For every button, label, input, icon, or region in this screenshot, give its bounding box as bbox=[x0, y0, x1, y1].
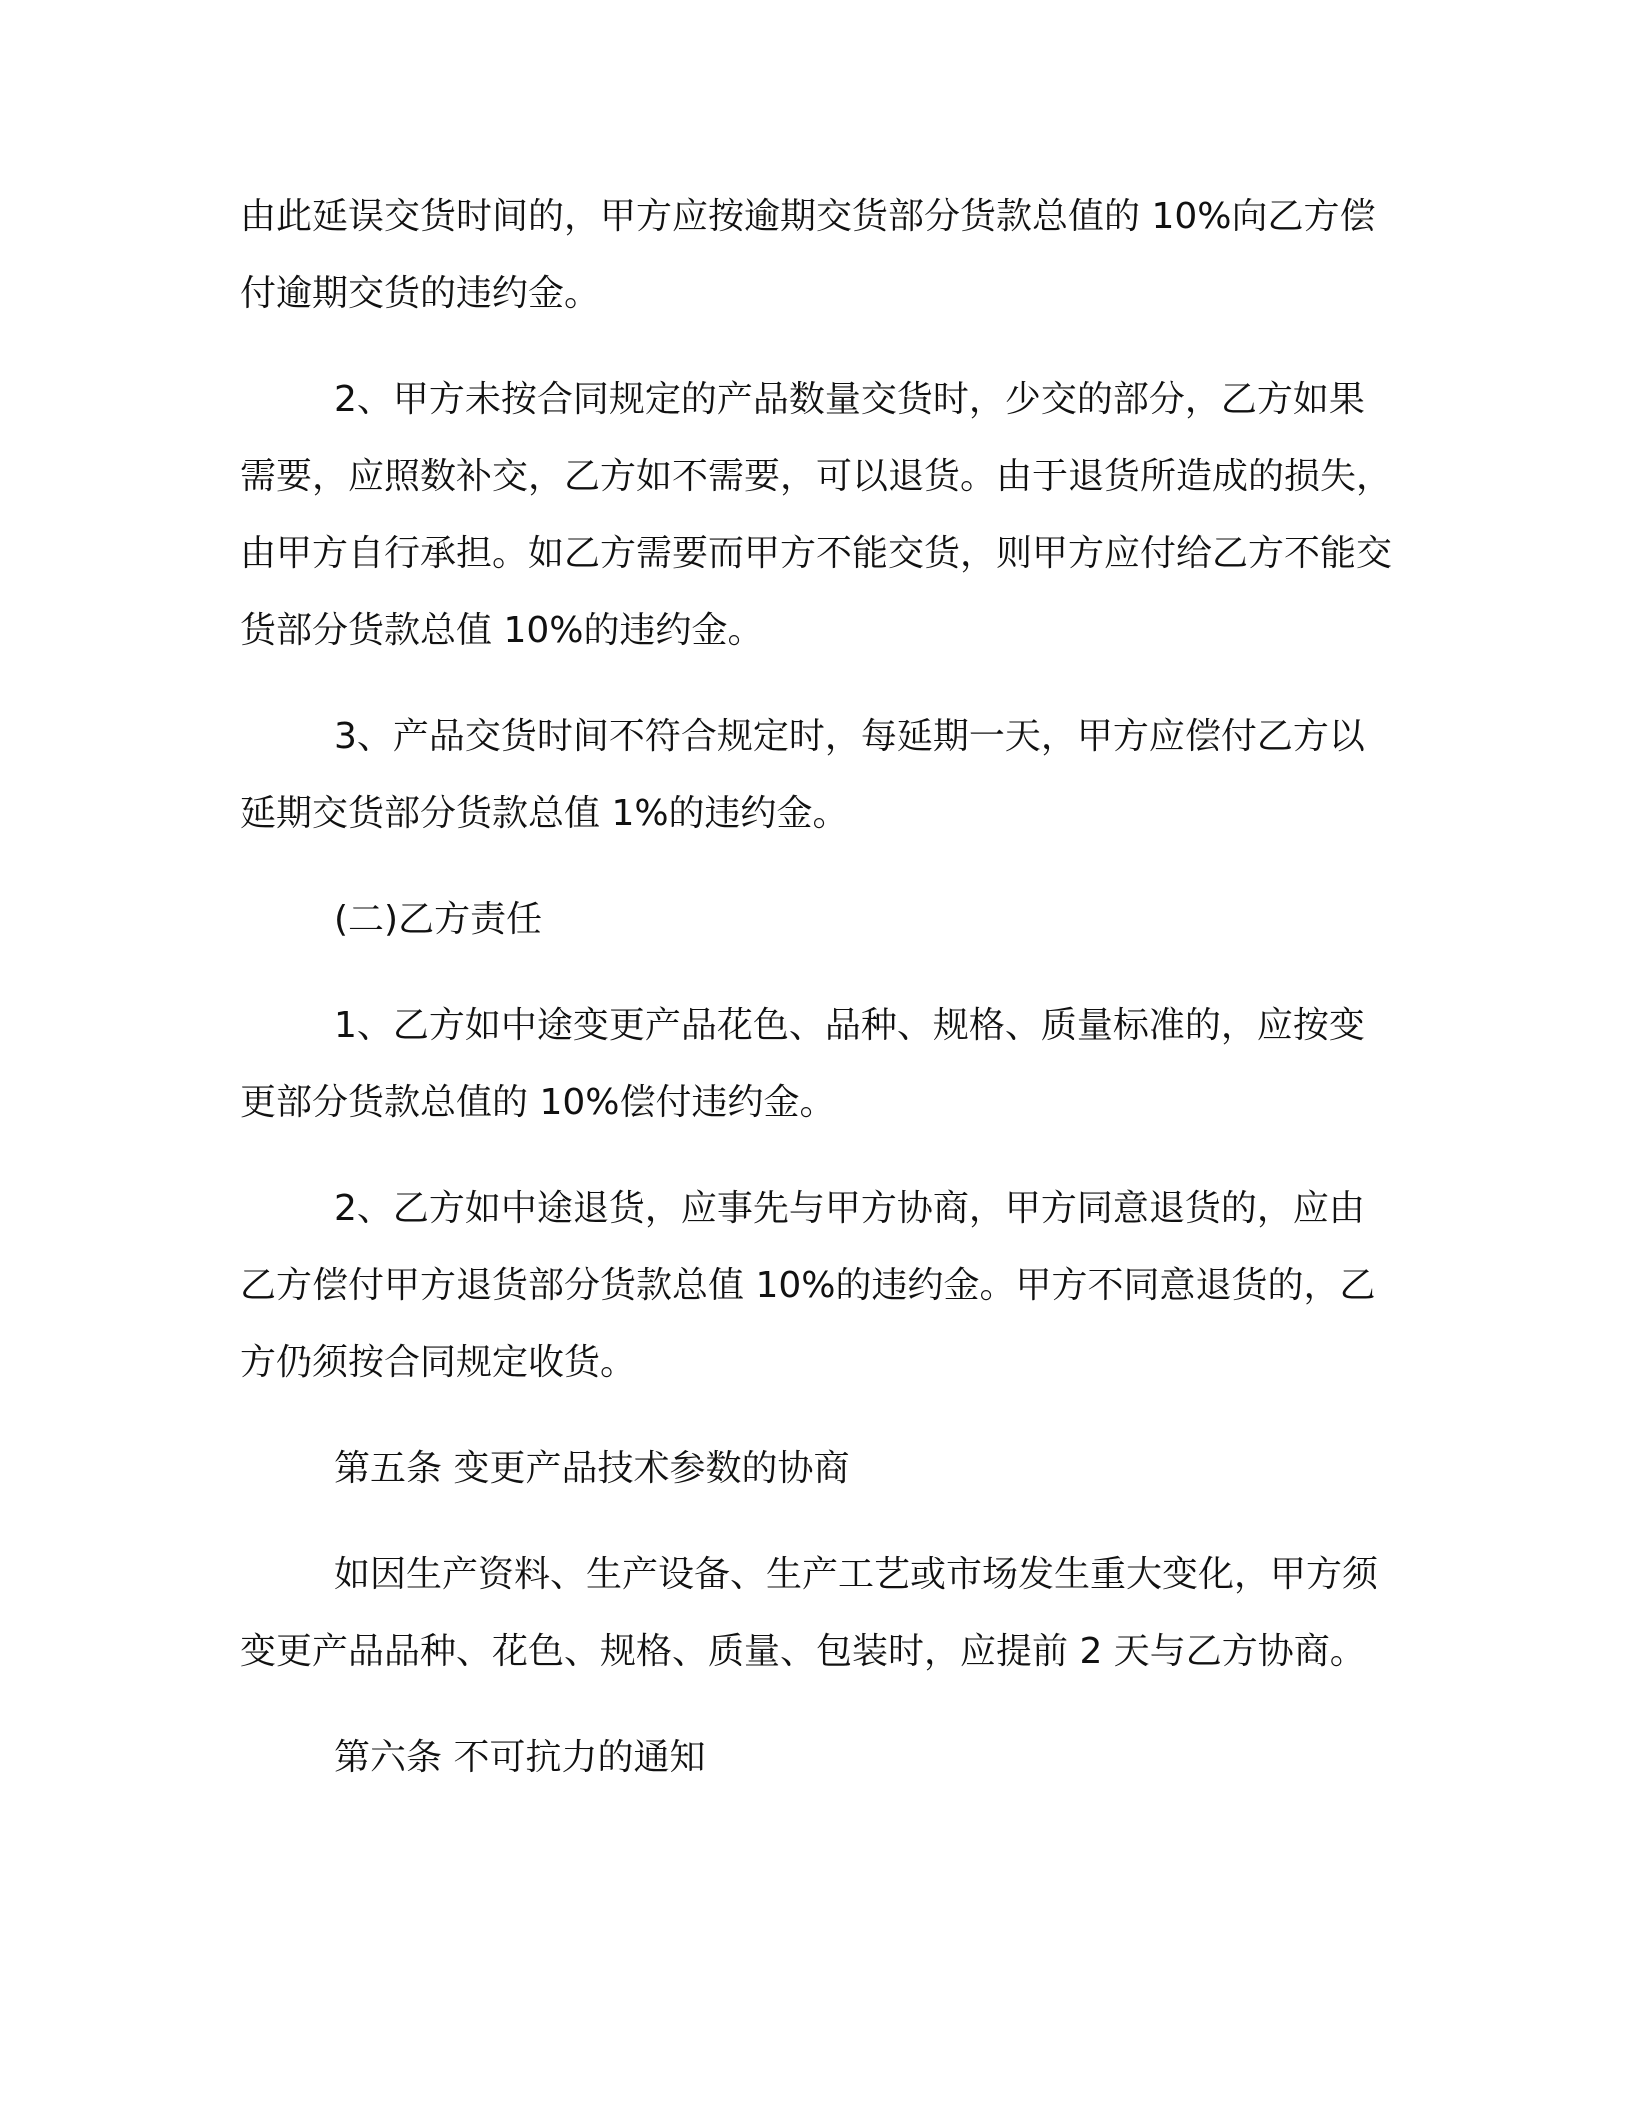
paragraph-clause-3-delay: 3、产品交货时间不符合规定时，每延期一天，甲方应偿付乙方以延期交货部分货款总值 1%的违约金。 bbox=[240, 716, 1365, 834]
paragraph-clause-2-quantity: 2、甲方未按合同规定的产品数量交货时，少交的部分，乙方如果需要，应照数补交，乙方如不需要，可以退货。由于退货所造成的损失，由甲方自行承担。如乙方需要而甲方不能交货，则甲方应付给乙方不能交货部分货款总值 10%的违约金。 bbox=[240, 379, 1393, 651]
document-body bbox=[240, 178, 1400, 1825]
paragraph-article-5-body: 如因生产资料、生产设备、生产工艺或市场发生重大变化，甲方须变更产品品种、花色、规格、质量、包装时，应提前 2 天与乙方协商。 bbox=[240, 1554, 1379, 1672]
paragraph-party-b-clause-1: 1、乙方如中途变更产品花色、品种、规格、质量标准的，应按变更部分货款总值的 10%偿付违约金。 bbox=[240, 1005, 1365, 1123]
article-heading-6: 第六条 不可抗力的通知 bbox=[334, 1737, 706, 1778]
paragraph-penalty-late-delivery: 由此延误交货时间的，甲方应按逾期交货部分货款总值的 10%向乙方偿付逾期交货的违约金。 bbox=[240, 196, 1376, 314]
article-heading-5: 第五条 变更产品技术参数的协商 bbox=[334, 1448, 850, 1489]
section-heading-party-b-liability: (二)乙方责任 bbox=[334, 899, 543, 940]
paragraph-party-b-clause-2: 2、乙方如中途退货，应事先与甲方协商，甲方同意退货的，应由乙方偿付甲方退货部分货款总值 10%的违约金。甲方不同意退货的，乙方仍须按合同规定收货。 bbox=[240, 1188, 1376, 1383]
